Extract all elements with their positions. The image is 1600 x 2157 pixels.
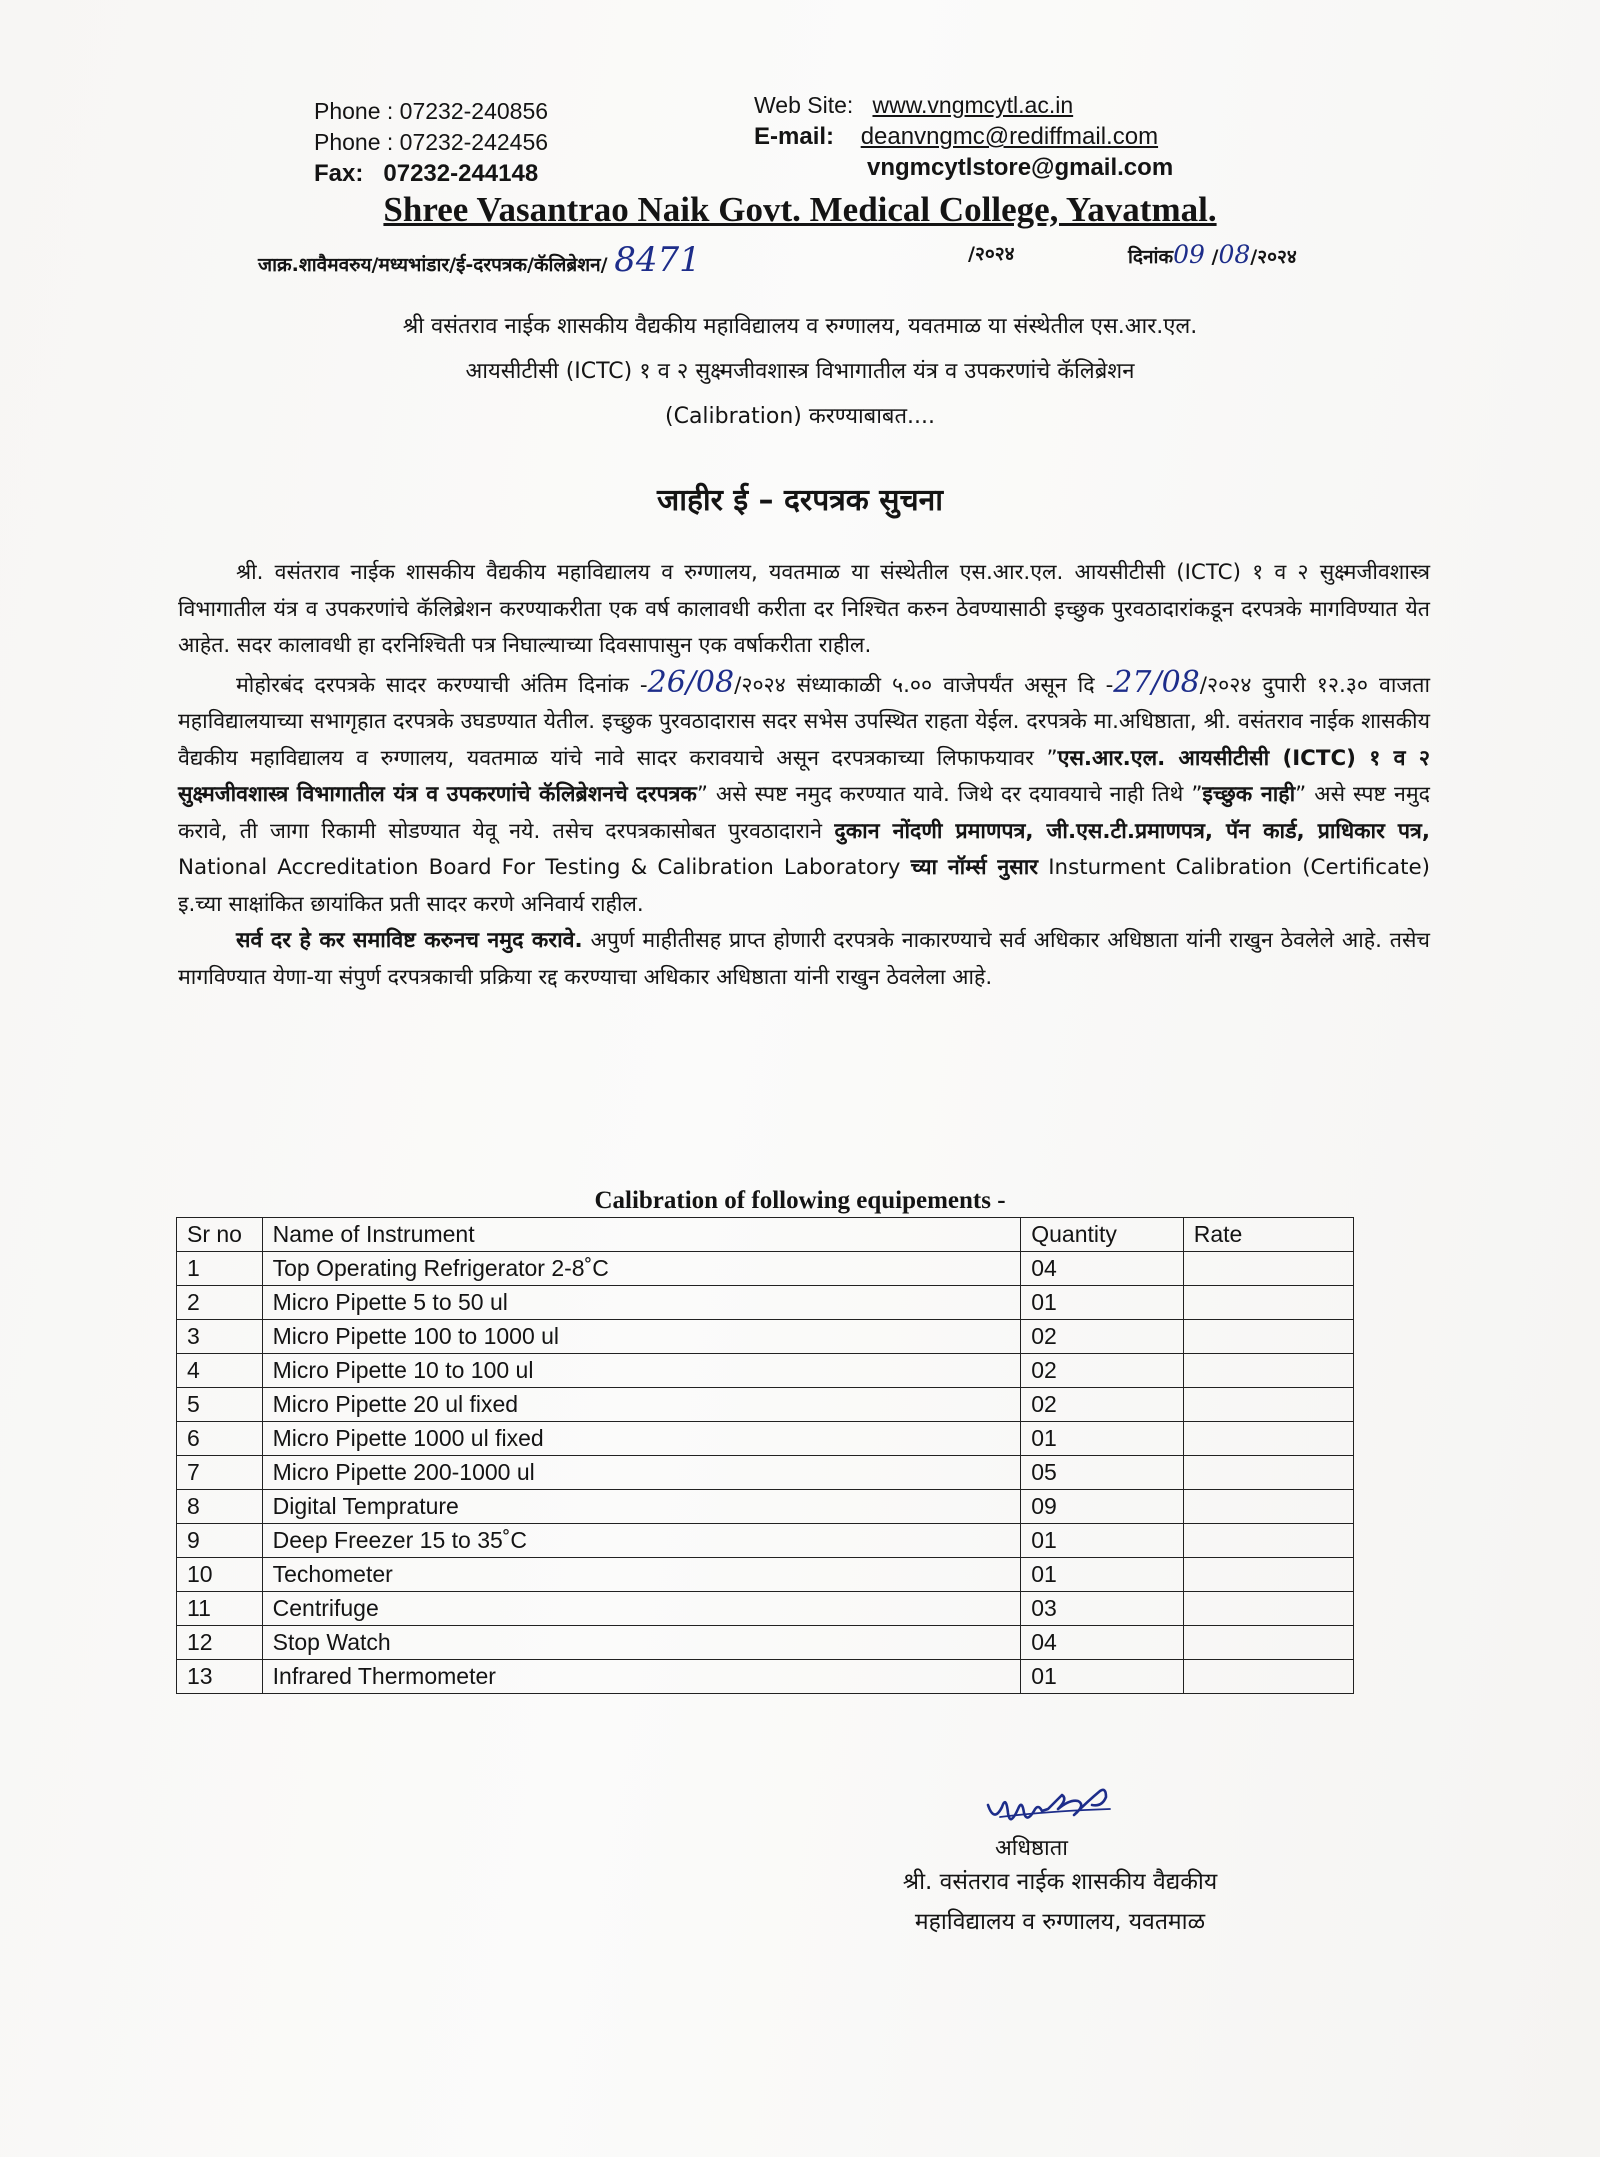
date-month: 08 xyxy=(1218,240,1251,269)
cell-instrument: Stop Watch xyxy=(262,1626,1021,1660)
paragraph-3 xyxy=(178,923,1430,996)
p2-text-g: Insturment Calibration (Certificate) इ.च्या साक्षांकित छायांकित प्रती सादर करणे अनिवार्य राहील. xyxy=(178,855,1430,917)
cell-rate xyxy=(1183,1422,1353,1456)
cell-rate xyxy=(1183,1286,1353,1320)
email-link-2[interactable]: vngmcytlstore@gmail.com xyxy=(867,154,1174,181)
website-label: Web Site: xyxy=(754,92,854,118)
signatory-title: अधिष्ठाता xyxy=(995,1836,1068,1861)
cell-instrument: Centrifuge xyxy=(262,1592,1021,1626)
cell-sr-no: 13 xyxy=(177,1660,263,1694)
header-rate: Rate xyxy=(1183,1218,1353,1252)
table-row xyxy=(177,1320,1354,1354)
table-row xyxy=(177,1388,1354,1422)
cell-rate xyxy=(1183,1626,1353,1660)
date-year: /२०२४ xyxy=(1250,246,1297,268)
website-link[interactable]: www.vngmcytl.ac.in xyxy=(872,92,1074,118)
cell-rate xyxy=(1183,1388,1353,1422)
cell-rate xyxy=(1183,1660,1353,1694)
website-line xyxy=(754,90,1173,121)
reference-handwritten-number: 8471 xyxy=(614,240,701,280)
phone-1: Phone : 07232-240856 xyxy=(314,98,549,124)
cell-quantity: 04 xyxy=(1021,1626,1184,1660)
reference-year: /२०२४ xyxy=(968,243,1015,265)
cell-instrument: Techometer xyxy=(262,1558,1021,1592)
email-link-1[interactable]: deanvngmc@rediffmail.com xyxy=(860,123,1159,150)
cell-sr-no: 4 xyxy=(177,1354,263,1388)
cell-quantity: 02 xyxy=(1021,1388,1184,1422)
cell-instrument: Top Operating Refrigerator 2-8˚C xyxy=(262,1252,1021,1286)
subject-line-2: आयसीटीसी (ICTC) १ व २ सुक्ष्मजीवशास्त्र विभागातील यंत्र व उपकरणांचे कॅलिब्रेशन xyxy=(465,359,1135,384)
cell-instrument: Micro Pipette 20 ul fixed xyxy=(262,1388,1021,1422)
table-row xyxy=(177,1456,1354,1490)
reference-prefix: जाक्र.शावैमवरुय/मध्यभांडार/ई-दरपत्रक/कॅलिब्रेशन/ xyxy=(258,254,608,276)
subject-line-3: (Calibration) करण्याबाबत.... xyxy=(665,404,935,429)
cell-sr-no: 5 xyxy=(177,1388,263,1422)
subject-line-1: श्री वसंतराव नाईक शासकीय वैद्यकीय महाविद्यालय व रुग्णालय, यवतमाळ या संस्थेतील एस.आर.एल. xyxy=(402,314,1198,339)
email-line xyxy=(754,121,1173,152)
p2-text-c: /२०२४ दुपारी १२.३० वाजता महाविद्यालयाच्या सभागृहात दरपत्रके उघडण्यात येतील. इच्छुक पुरवठादारास सदर सभेस उपस्थित राहता येईल. दरपत्रके मा.अधिष्ठाता, श्री. वसंतराव नाईक शासकीय वैद्यकीय महाविद्यालय व रुग्णालय, यवतमाळ यांचे नावे सादर करावयाचे असून दरपत्रकाच्या लिफाफयावर ” xyxy=(178,672,1431,771)
p2-text-nabl: National Accreditation Board For Testing & Calibration Laboratory xyxy=(178,855,901,880)
cell-quantity: 04 xyxy=(1021,1252,1184,1286)
cell-sr-no: 11 xyxy=(177,1592,263,1626)
cell-sr-no: 9 xyxy=(177,1524,263,1558)
signatory-line-1: श्री. वसंतराव नाईक शासकीय वैद्यकीय xyxy=(902,1869,1218,1895)
cell-rate xyxy=(1183,1490,1353,1524)
p2-text-a: मोहोरबंद दरपत्रके सादर करण्याची अंतिम दिनांक - xyxy=(236,672,648,698)
table-row xyxy=(177,1660,1354,1694)
cell-rate xyxy=(1183,1524,1353,1558)
cell-sr-no: 7 xyxy=(177,1456,263,1490)
p3-text: अपुर्ण माहीतीसह प्राप्त होणारी दरपत्रके नाकारण्याचे सर्व अधिकार अधिष्ठाता यांनी राखुन ठेवलेले आहे. तसेच मागविण्यात येणा-या संपुर्ण दरपत्रकाची प्रक्रिया रद्द करण्याचा अधिकार अधिष्ठाता यांनी राखुन ठेवलेला आहे. xyxy=(178,928,1430,990)
p2-bold-not-interested: इच्छुक नाही xyxy=(1202,782,1296,807)
p2-bold-title: एस.आर.एल. आयसीटीसी (ICTC) १ व २ सुक्ष्मजीवशास्त्र विभागातील यंत्र व उपकरणांचे कॅलिब्रेशनचे दरपत्रक xyxy=(178,745,1431,807)
email-line-2 xyxy=(754,152,1173,183)
cell-instrument: Micro Pipette 200-1000 ul xyxy=(262,1456,1021,1490)
cell-sr-no: 10 xyxy=(177,1558,263,1592)
cell-quantity: 01 xyxy=(1021,1660,1184,1694)
fax-line xyxy=(314,158,548,189)
cell-instrument: Deep Freezer 15 to 35˚C xyxy=(262,1524,1021,1558)
subject xyxy=(150,304,1450,439)
notice-body xyxy=(178,555,1430,996)
phone-2: Phone : 07232-242456 xyxy=(314,129,549,155)
college-name: Shree Vasantrao Naik Govt. Medical College, Yavatmal. xyxy=(383,190,1217,229)
cell-sr-no: 6 xyxy=(177,1422,263,1456)
cell-sr-no: 8 xyxy=(177,1490,263,1524)
cell-sr-no: 3 xyxy=(177,1320,263,1354)
email-label: E-mail: xyxy=(754,123,835,150)
cell-instrument: Infrared Thermometer xyxy=(262,1660,1021,1694)
p3-bold: सर्व दर हे कर समाविष्ट करुनच नमुद करावे. xyxy=(236,928,583,953)
equipment-table xyxy=(176,1217,1354,1694)
table-title: Calibration of following equipements - xyxy=(594,1187,1006,1214)
date-label: दिनांक xyxy=(1128,246,1174,268)
cell-quantity: 01 xyxy=(1021,1422,1184,1456)
cell-quantity: 03 xyxy=(1021,1592,1184,1626)
fax-number: 07232-244148 xyxy=(383,160,539,187)
handwritten-signature xyxy=(980,1775,1150,1835)
p2-bold-documents: दुकान नोंदणी प्रमाणपत्र, जी.एस.टी.प्रमाणपत्र, पॅन कार्ड, प्राधिकार पत्र, xyxy=(834,818,1430,844)
header-sr-no: Sr no xyxy=(177,1218,263,1252)
table-row xyxy=(177,1626,1354,1660)
cell-rate xyxy=(1183,1320,1353,1354)
table-row xyxy=(177,1524,1354,1558)
table-row xyxy=(177,1422,1354,1456)
cell-instrument: Micro Pipette 100 to 1000 ul xyxy=(262,1320,1021,1354)
signatory-institution xyxy=(820,1862,1300,1942)
header-quantity: Quantity xyxy=(1021,1218,1184,1252)
reference-date: दिनांक09 /08/२०२४ xyxy=(1128,240,1297,269)
cell-quantity: 01 xyxy=(1021,1524,1184,1558)
cell-quantity: 02 xyxy=(1021,1320,1184,1354)
contact-phones xyxy=(314,96,548,189)
date-day: 09 xyxy=(1173,240,1205,269)
cell-rate xyxy=(1183,1252,1353,1286)
paragraph-2 xyxy=(178,665,1430,924)
cell-sr-no: 2 xyxy=(177,1286,263,1320)
signatory-line-2: महाविद्यालय व रुग्णालय, यवतमाळ xyxy=(914,1909,1206,1935)
cell-instrument: Micro Pipette 10 to 100 ul xyxy=(262,1354,1021,1388)
p2-bold-norms: च्या नॉर्म्स नुसार xyxy=(910,855,1039,880)
cell-rate xyxy=(1183,1558,1353,1592)
p2-text-b: /२०२४ संध्याकाळी ५.०० वाजेपर्यंत असून दि - xyxy=(734,672,1114,698)
cell-sr-no: 1 xyxy=(177,1252,263,1286)
table-row xyxy=(177,1558,1354,1592)
cell-quantity: 01 xyxy=(1021,1286,1184,1320)
table-row xyxy=(177,1592,1354,1626)
table-header-row xyxy=(177,1218,1354,1252)
p2-text-d: ” असे स्पष्ट नमुद करण्यात यावे. जिथे दर दयावयाचे नाही तिथे ” xyxy=(696,782,1203,807)
handwritten-date-1: 26/08 xyxy=(647,664,735,700)
header-instrument: Name of Instrument xyxy=(262,1218,1021,1252)
table-row xyxy=(177,1490,1354,1524)
cell-rate xyxy=(1183,1592,1353,1626)
cell-instrument: Digital Temprature xyxy=(262,1490,1021,1524)
cell-sr-no: 12 xyxy=(177,1626,263,1660)
cell-quantity: 09 xyxy=(1021,1490,1184,1524)
fax-label: Fax: xyxy=(314,160,364,187)
cell-rate xyxy=(1183,1456,1353,1490)
handwritten-date-2: 27/08 xyxy=(1113,664,1200,700)
table-row xyxy=(177,1354,1354,1388)
cell-quantity: 01 xyxy=(1021,1558,1184,1592)
table-row xyxy=(177,1286,1354,1320)
cell-quantity: 02 xyxy=(1021,1354,1184,1388)
table-row xyxy=(177,1252,1354,1286)
contact-web xyxy=(754,90,1173,183)
table-body xyxy=(177,1252,1354,1694)
notice-heading: जाहीर ई – दरपत्रक सुचना xyxy=(656,483,944,518)
cell-instrument: Micro Pipette 5 to 50 ul xyxy=(262,1286,1021,1320)
cell-rate xyxy=(1183,1354,1353,1388)
cell-quantity: 05 xyxy=(1021,1456,1184,1490)
p2-text-e: ” असे स्पष्ट नमुद करावे, ती जागा रिकामी सोडण्यात येवू नये. तसेच दरपत्रकासोबत पुरवठादाराने xyxy=(178,782,1430,844)
reference-number xyxy=(258,240,701,280)
paragraph-1: श्री. वसंतराव नाईक शासकीय वैद्यकीय महाविद्यालय व रुग्णालय, यवतमाळ या संस्थेतील एस.आर.एल. आयसीटीसी (ICTC) १ व २ सुक्ष्मजीवशास्त्र विभागातील यंत्र व उपकरणांचे कॅलिब्रेशन करण्याकरीता एक वर्ष कालावधी करीता दर निश्चित करुन ठेवण्यासाठी इच्छुक पुरवठादारांकडून दरपत्रके मागविण्यात येत आहेत. सदर कालावधी हा दरनिश्चिती पत्र निघाल्याच्या दिवसापासुन एक वर्षाकरीता राहील. xyxy=(178,560,1430,658)
cell-instrument: Micro Pipette 1000 ul fixed xyxy=(262,1422,1021,1456)
